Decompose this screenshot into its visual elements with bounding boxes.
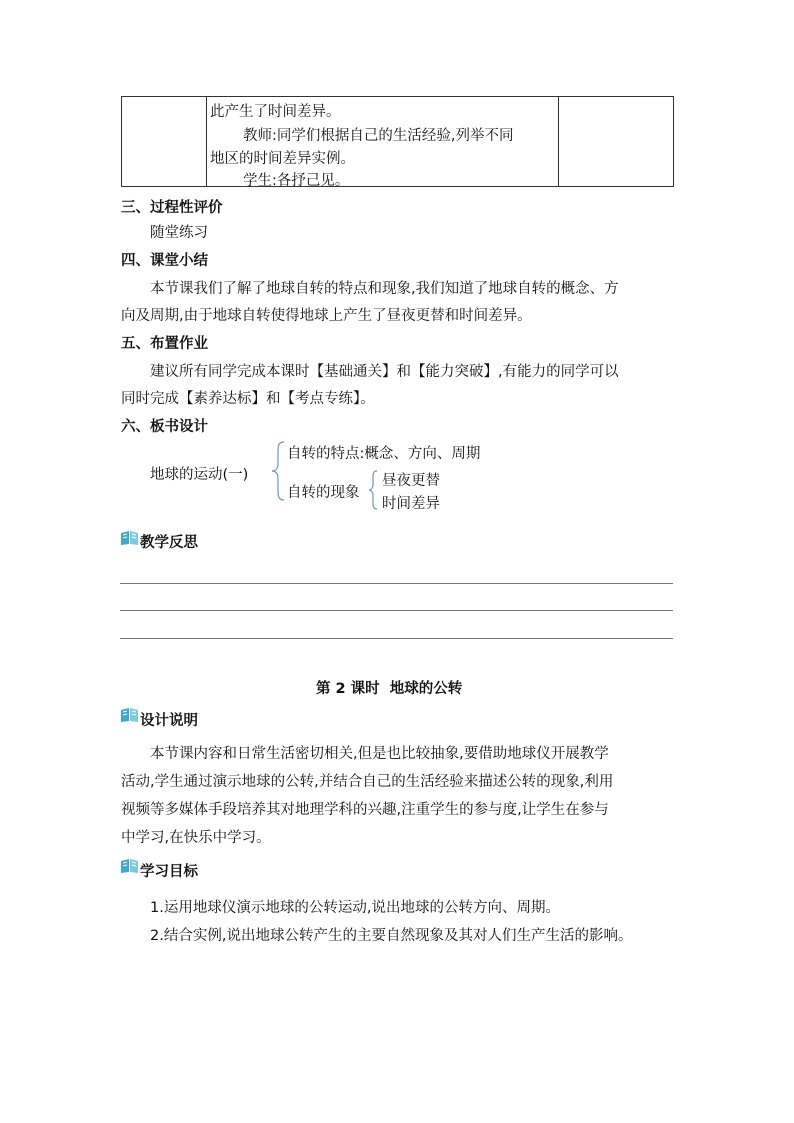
table-text-line: 学生:各抒己见。 (243, 173, 350, 189)
board-root: 地球的运动(一) (150, 467, 249, 483)
eval-text: 随堂练习 (150, 225, 208, 241)
table-text-line: 教师:同学们根据自己的生活经验,列举不同 (243, 128, 514, 144)
design-line: 中学习,在快乐中学习。 (121, 830, 271, 846)
table-column-divider (558, 97, 559, 186)
goal-item: 2.结合实例,说出地球公转产生的主要自然现象及其对人们生产生活的影响。 (150, 928, 633, 944)
goal-item: 1.运用地球仪演示地球的公转运动,说出地球的公转方向、周期。 (150, 900, 560, 916)
summary-heading: 四、课堂小结 (121, 253, 208, 269)
design-line: 视频等多媒体手段培养其对地理学科的兴趣,注重学生的参与度,让学生在参与 (121, 802, 609, 818)
board-leaf-2: 时间差异 (382, 496, 440, 512)
homework-heading: 五、布置作业 (121, 336, 208, 352)
board-branch-1: 自转的特点:概念、方向、周期 (287, 446, 481, 462)
goals-heading: 学习目标 (140, 864, 198, 880)
design-heading: 设计说明 (140, 713, 198, 729)
lesson-table (121, 96, 674, 187)
table-column-divider (206, 97, 207, 186)
reflection-line (120, 583, 673, 584)
left-brace-icon (367, 469, 379, 511)
board-heading: 六、板书设计 (121, 419, 208, 435)
design-line: 本节课内容和日常生活密切相关,但是也比较抽象,要借助地球仪开展教学 (150, 746, 609, 762)
summary-line: 向及周期,由于地球自转使得地球上产生了昼夜更替和时间差异。 (121, 308, 532, 324)
homework-line: 建议所有同学完成本课时【基础通关】和【能力突破】,有能力的同学可以 (150, 364, 619, 380)
eval-heading: 三、过程性评价 (121, 200, 223, 216)
book-icon (120, 530, 139, 546)
reflection-line (120, 610, 673, 611)
book-icon (120, 707, 139, 723)
table-text-line: 此产生了时间差异。 (210, 104, 341, 120)
design-line: 活动,学生通过演示地球的公转,并结合自己的生活经验来描述公转的现象,利用 (121, 774, 614, 790)
table-text-line: 地区的时间差异实例。 (210, 151, 355, 167)
board-leaf-1: 昼夜更替 (382, 473, 440, 489)
reflection-line (120, 638, 673, 639)
book-icon (120, 858, 139, 874)
board-branch-2: 自转的现象 (287, 485, 360, 501)
homework-line: 同时完成【素养达标】和【考点专练】。 (121, 391, 375, 407)
summary-line: 本节课我们了解了地球自转的特点和现象,我们知道了地球自转的概念、方 (150, 281, 619, 297)
left-brace-icon (270, 440, 286, 502)
lesson-title: 第 2 课时 地球的公转 (316, 681, 463, 697)
reflection-heading: 教学反思 (140, 535, 198, 551)
